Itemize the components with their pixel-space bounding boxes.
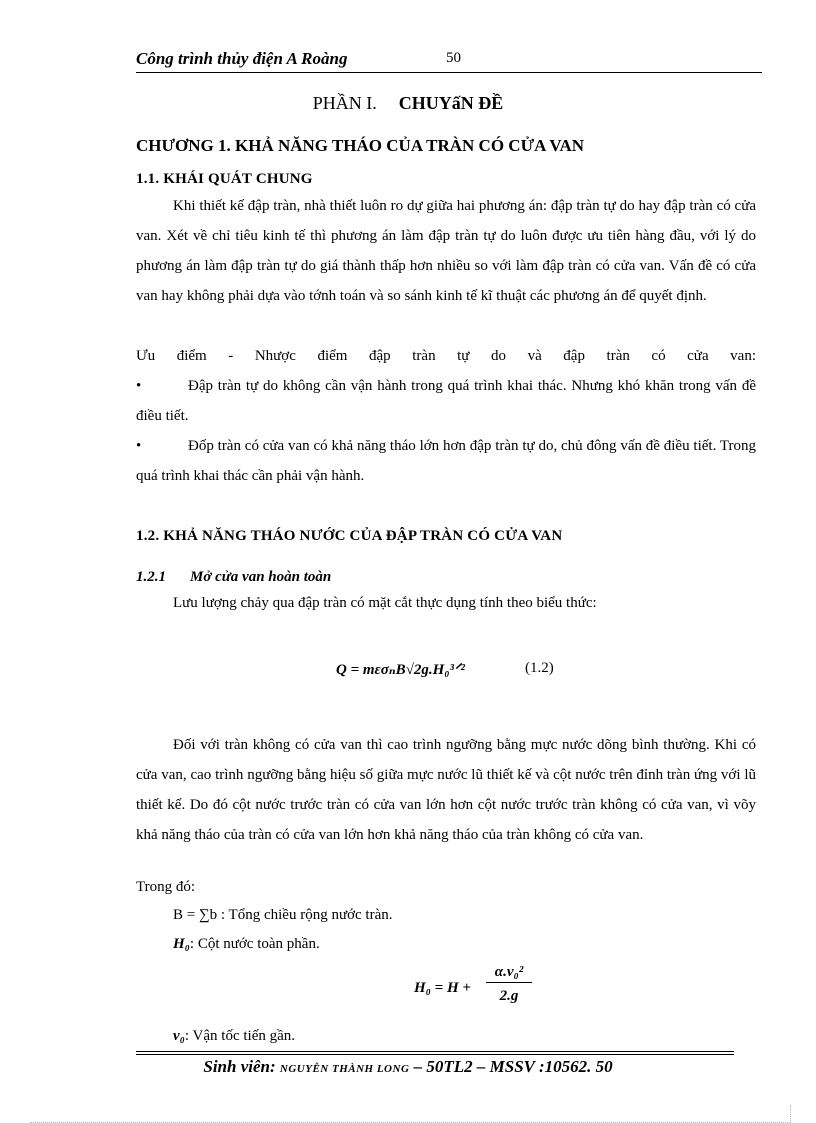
formula-h0-numerator: α.v₀² [486,962,532,983]
page-number: 50 [446,50,461,66]
definition-v0 [173,1021,295,1051]
footer-prefix: Sinh viên: [203,1057,276,1076]
subsection-1-2-1-title [136,569,331,586]
part-label: PHẦN I. [312,93,377,113]
bullet-icon: • [136,378,142,394]
v0-text: : Vận tốc tiến gần. [184,1028,296,1044]
footer-divider-2 [136,1054,734,1055]
where-label: Trong đó: [136,879,196,895]
bullet-text-2: Đốp tràn có cửa van có khả năng tháo lớn hơn đập tràn tự do, chủ đông vấn đề điều tiết. Trong quá trình khai thác cần phải vận hành. [136,438,756,484]
formula-h0-denominator: 2.g [499,988,519,1004]
definition-h0 [173,929,320,959]
h0-text: : Cột nước toàn phần. [189,936,320,952]
part-heading [0,93,816,114]
footer-text [0,1057,816,1077]
bullet-icon: • [136,438,142,454]
section-1-2-paragraph-text: Đối với tràn không có cửa van thì cao trình ngưỡng bằng mực nước dõng bình thường. Khi có cửa van, cao trình ngưỡng bằng hiệu số giữa mực nước lũ thiết kế và cột nước trên đỉnh tràn ứng với lũ thiết kế. Do đó cột nước trước tràn có cửa van lớn hơn cột nước trước tràn không có cửa van, vì võy khả năng tháo của tràn có cửa van lớn hơn khả năng tháo của tràn không có cửa van. [136,737,756,843]
chapter-title: CHƯƠNG 1. KHẢ NĂNG THÁO CỦA TRÀN CÓ CỬA VAN [136,136,585,155]
page-edge-dotted-vertical [790,1105,791,1123]
formula-h0-left: H₀ = H + [414,980,471,996]
subsection-name: Mở cửa van hoàn toàn [190,569,332,585]
v0-symbol: v₀ [173,1028,185,1044]
header-divider [136,72,762,73]
definition-b: B = ∑b : Tổng chiều rộng nước tràn. [173,907,393,923]
intro-line: Lưu lượng chảy qua đập tràn có mặt cắt thực dụng tính theo biểu thức: [173,595,597,611]
section-1-1-paragraph-text: Khi thiết kế đập tràn, nhà thiết luôn ro dự giữa hai phương án: đập tràn tự do hay đập tràn có cửa van. Xét về chỉ tiêu kinh tế thì phương án làm đập tràn tự do luôn được ưu tiên hàng đầu, với lý do phương án làm đập tràn tự do giá thành thấp hơn nhiều so với làm đập tràn có cửa van. Vấn đề có cửa van hay không phải dựa vào tớnh toán và so sánh kinh tế kĩ thuật các phương án để quyết định. [136,198,756,304]
bullet-item-1 [136,371,756,431]
formula-main: Q = mεσₙB√2g.H₀³ᐟ² [336,662,465,678]
header-title: Công trình thủy điện A Roàng [136,49,348,68]
student-name: NGUYỄN THÀNH LONG [279,1063,410,1075]
bullet-item-2 [136,431,756,491]
pros-cons-line: Ưu điểm - Nhược điểm đập tràn tự do và đập tràn có cửa van: [136,348,756,364]
section-1-2-title: 1.2. KHẢ NĂNG THÁO NƯỚC CỦA ĐẬP TRÀN CÓ CỬA VAN [136,528,563,544]
section-1-1-paragraph [136,191,756,311]
section-1-2-paragraph [136,730,756,850]
subsection-number: 1.2.1 [136,569,166,585]
bullet-text-1: Đập tràn tự do không cần vận hành trong quá trình khai thác. Nhưng khó khăn trong vấn đề điều tiết. [136,378,756,424]
section-1-1-title: 1.1. KHÁI QUÁT CHUNG [136,171,313,187]
h0-symbol: H₀ [173,936,190,952]
formula-number: (1.2) [525,660,554,676]
part-name: CHUYấN ĐỀ [398,93,504,113]
footer-divider [136,1051,734,1052]
footer-rest: – 50TL2 – MSSV :10562. 50 [413,1057,613,1076]
